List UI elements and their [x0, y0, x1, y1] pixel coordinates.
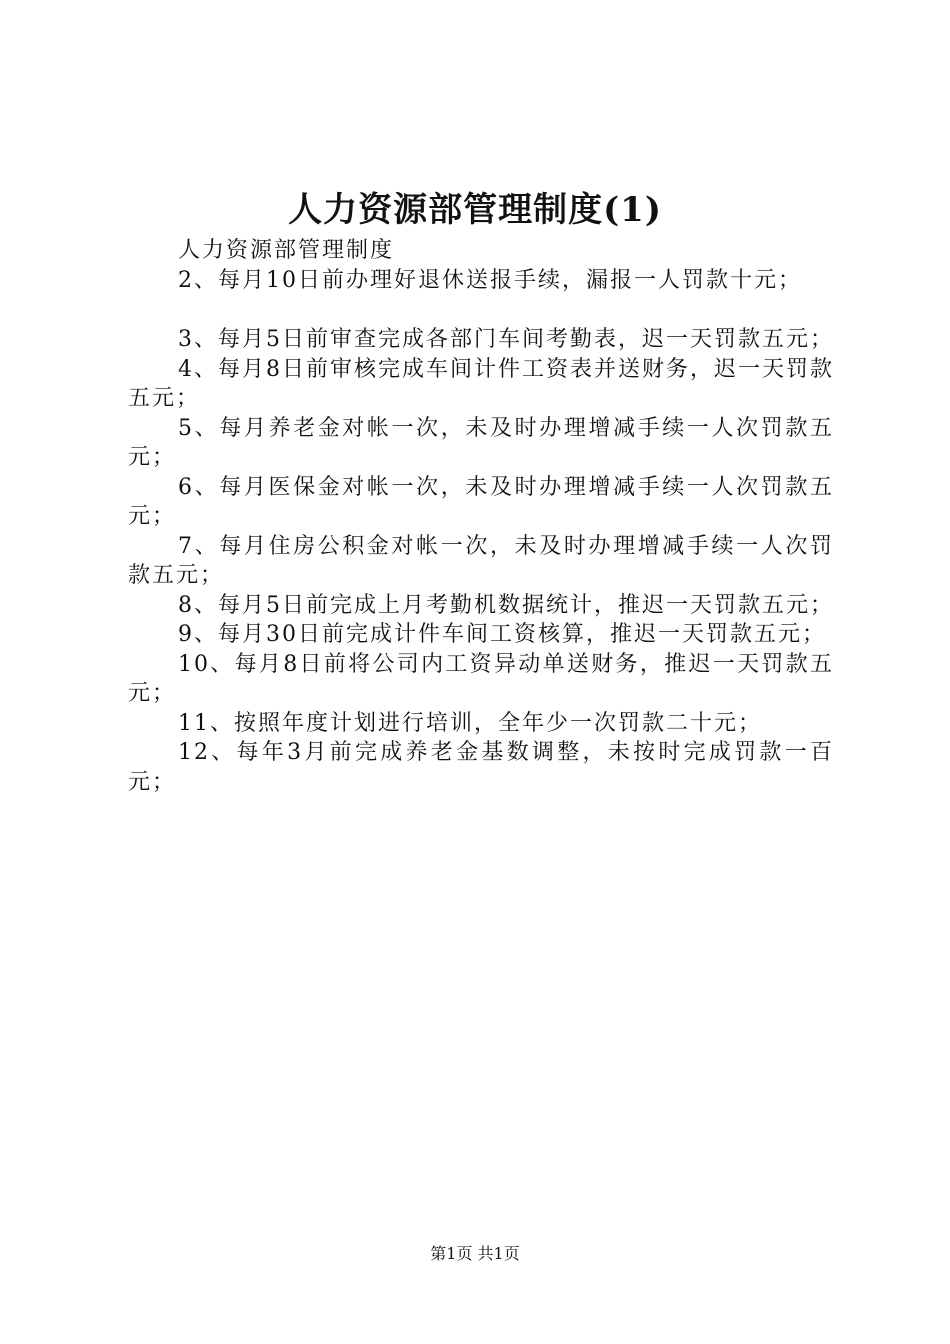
rule-item: 7、每月住房公积金对帐一次，未及时办理增减手续一人次罚款五元；: [128, 533, 834, 588]
rule-item: 3、每月5日前审查完成各部门车间考勤表，迟一天罚款五元；: [178, 327, 834, 352]
document-body: [128, 236, 834, 797]
page-footer: 第1页 共1页: [430, 1244, 520, 1263]
rule-item: 4、每月8日前审核完成车间计件工资表并送财务，迟一天罚款五元；: [128, 356, 834, 411]
rule-item: 6、每月医保金对帐一次，未及时办理增减手续一人次罚款五元；: [128, 474, 834, 529]
rule-item: 12、每年3月前完成养老金基数调整，未按时完成罚款一百元；: [128, 740, 834, 795]
document-title: 人力资源部管理制度(1): [288, 190, 662, 230]
document-subtitle: 人力资源部管理制度: [178, 238, 395, 263]
rule-item: 2、每月10日前办理好退休送报手续，漏报一人罚款十元；: [178, 267, 802, 293]
rule-item: 10、每月8日前将公司内工资异动单送财务，推迟一天罚款五元；: [128, 651, 834, 706]
paragraph-gap: [128, 295, 834, 325]
rule-item: 11、按照年度计划进行培训，全年少一次罚款二十元；: [178, 710, 762, 736]
rule-item: 8、每月5日前完成上月考勤机数据统计，推迟一天罚款五元；: [178, 592, 834, 618]
rule-item: 5、每月养老金对帐一次，未及时办理增减手续一人次罚款五元；: [128, 415, 834, 470]
rule-item: 9、每月30日前完成计件车间工资核算，推迟一天罚款五元；: [178, 622, 826, 647]
